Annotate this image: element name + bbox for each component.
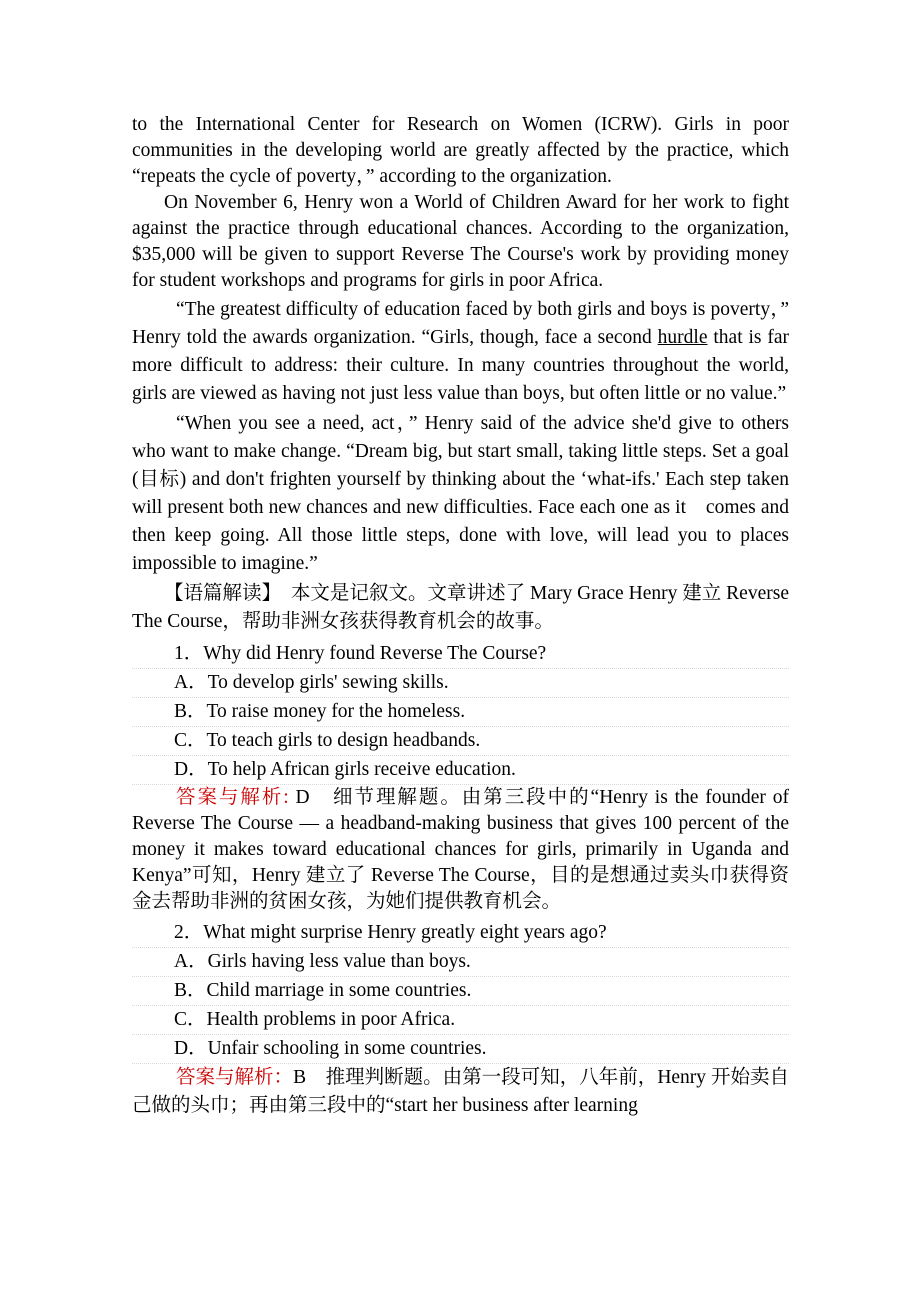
- passage-paragraph-3: [132, 296, 789, 408]
- question-2-option-c: C．Health problems in poor Africa.: [132, 1006, 789, 1035]
- question-1-answer: [132, 785, 789, 915]
- paragraph-3-text-b: that is far more difficult to address: their culture. In many countries throughout the world, girls are viewed as having not just less value than boys, but often little or no value.”: [132, 327, 790, 404]
- question-1-option-a: A．To develop girls' sewing skills.: [132, 669, 789, 698]
- passage-paragraph-4: “When you see a need, act，” Henry said of the advice she'd give to others who want to make change. “Dream big, but start small, taking little steps. Set a goal (目标) and don't frighten yourself by thinking about the ‘what-ifs.' Each step taken will present both new chances and new difficulties. Face each one as it comes and then keep going. All those little steps, done with love, will lead you to places impossible to imagine.”: [132, 413, 789, 574]
- question-1-option-b: B．To raise money for the homeless.: [132, 698, 789, 727]
- passage-paragraph-2: On November 6, Henry won a World of Children Award for her work to fight against the practice through educational chances. According to the organization, $35,000 will be given to support Reverse The Course's work by providing money for student workshops and programs for girls in poor Africa.: [132, 192, 789, 291]
- question-1-stem: 1．Why did Henry found Reverse The Course?: [132, 640, 789, 669]
- question-2-option-a: A．Girls having less value than boys.: [132, 948, 789, 977]
- question-2-option-b: B．Child marriage in some countries.: [132, 977, 789, 1006]
- underlined-word-hurdle: hurdle: [657, 327, 708, 348]
- reading-note-text: 本文是记叙文。文章讲述了 Mary Grace Henry 建立 Reverse The Course，帮助非洲女孩获得教育机会的故事。: [132, 583, 789, 632]
- paragraph-3-text-a: “The greatest difficulty of education faced by both girls and boys is poverty，” Henry told the awards organization. “Girls, though, face a second: [132, 299, 789, 348]
- question-2-stem: 2．What might surprise Henry greatly eight years ago?: [132, 919, 789, 948]
- question-1: [132, 640, 789, 915]
- document-page: [132, 112, 789, 1120]
- answer-label: 答案与解析：: [176, 1067, 294, 1088]
- reading-note-label: 【语篇解读】: [164, 583, 272, 604]
- answer-text: B 推理判断题。由第一段可知，八年前，Henry 开始卖自己做的头巾；再由第三段中的“start her business after learning: [132, 1067, 789, 1116]
- answer-label: 答案与解析:: [176, 787, 289, 808]
- question-1-option-c: C．To teach girls to design headbands.: [132, 727, 789, 756]
- question-2-option-d: D．Unfair schooling in some countries.: [132, 1035, 789, 1064]
- question-1-option-d: D．To help African girls receive education.: [132, 756, 789, 785]
- passage-paragraph-1-continued: to the International Center for Research on Women (ICRW). Girls in poor communities in the developing world are greatly affected by the practice, which “repeats the cycle of poverty，” according to the organization.: [132, 114, 789, 187]
- question-2-answer: [132, 1064, 789, 1120]
- reading-note: [132, 580, 789, 636]
- answer-text: D 细节理解题。由第三段中的“Henry is the founder of Reverse The Course — a headband-making business that gives 100 percent of the money it makes toward educational chances for girls, primarily in Uganda and Kenya”可知，Henry 建立了 Reverse The Course，目的是想通过卖头巾获得资金去帮助非洲的贫困女孩，为她们提供教育机会。: [132, 787, 789, 912]
- question-2: [132, 919, 789, 1120]
